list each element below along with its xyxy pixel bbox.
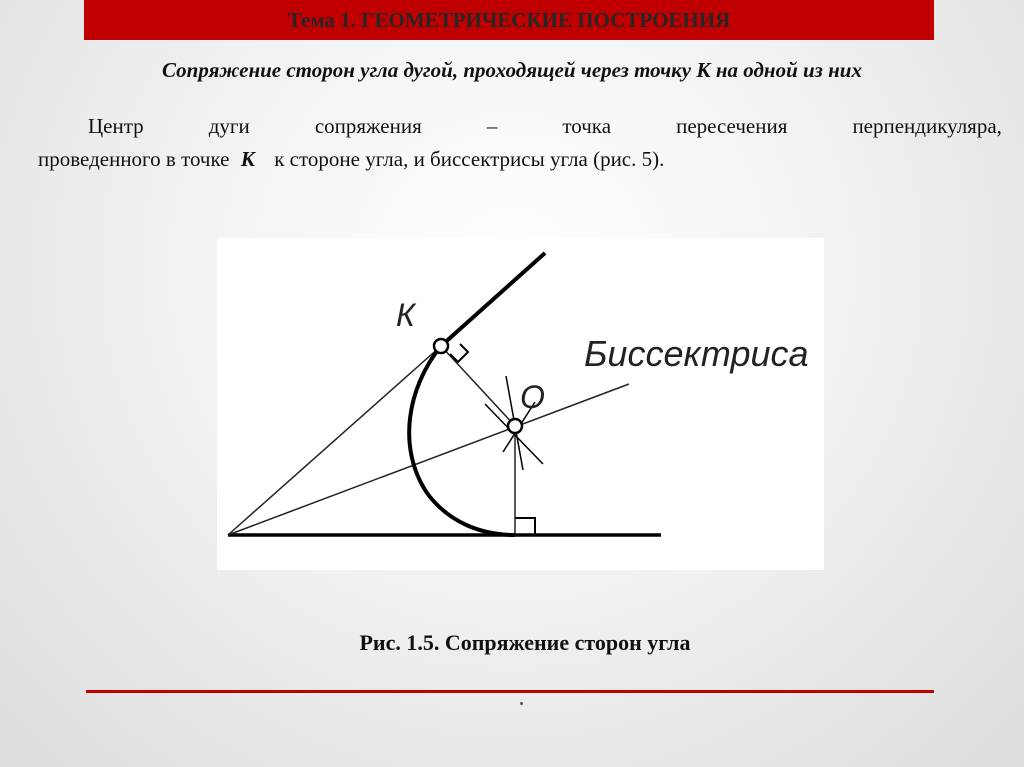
footer-dot — [520, 702, 523, 705]
center-point-o — [508, 419, 522, 433]
paragraph-word: сопряжения — [314, 114, 422, 138]
slide-subtitle: Сопряжение сторон угла дугой, проходящей через точку К на одной из них — [162, 58, 862, 82]
body-paragraph — [38, 110, 1002, 176]
construction-drawing — [217, 238, 824, 570]
paragraph-word: пересечения — [676, 114, 788, 138]
paragraph-text-after-k: к стороне угла, и биссектрисы угла (рис. 5). — [274, 147, 665, 171]
label-o: О — [520, 379, 545, 415]
paragraph-word: дуги — [208, 114, 250, 138]
perpendicular-k-o — [441, 346, 515, 426]
bisector-line — [228, 384, 629, 535]
right-angle-mark-base — [515, 518, 535, 535]
paragraph-text-before-k: проведенного в точке — [38, 147, 230, 171]
title-banner — [84, 0, 934, 40]
construction-figure — [217, 238, 824, 570]
point-k — [434, 339, 448, 353]
paragraph-word: точка — [562, 114, 612, 138]
conjugation-arc — [409, 346, 515, 535]
figure-caption: Рис. 1.5. Сопряжение сторон угла — [359, 630, 691, 655]
angle-side-upper-thick — [441, 253, 545, 346]
paragraph-word: – — [486, 114, 498, 138]
label-bisector: Биссектриса — [584, 333, 809, 374]
footer-divider — [86, 690, 934, 693]
paragraph-word: перпендикуляра, — [852, 114, 1002, 138]
point-k-emphasis: К — [240, 147, 255, 171]
label-k: К — [396, 297, 415, 333]
paragraph-word: Центр — [88, 114, 144, 138]
slide-title: Тема 1. ГЕОМЕТРИЧЕСКИЕ ПОСТРОЕНИЯ — [287, 7, 731, 32]
paragraph-line-2 — [38, 143, 1002, 176]
paragraph-line-1 — [38, 110, 1002, 143]
